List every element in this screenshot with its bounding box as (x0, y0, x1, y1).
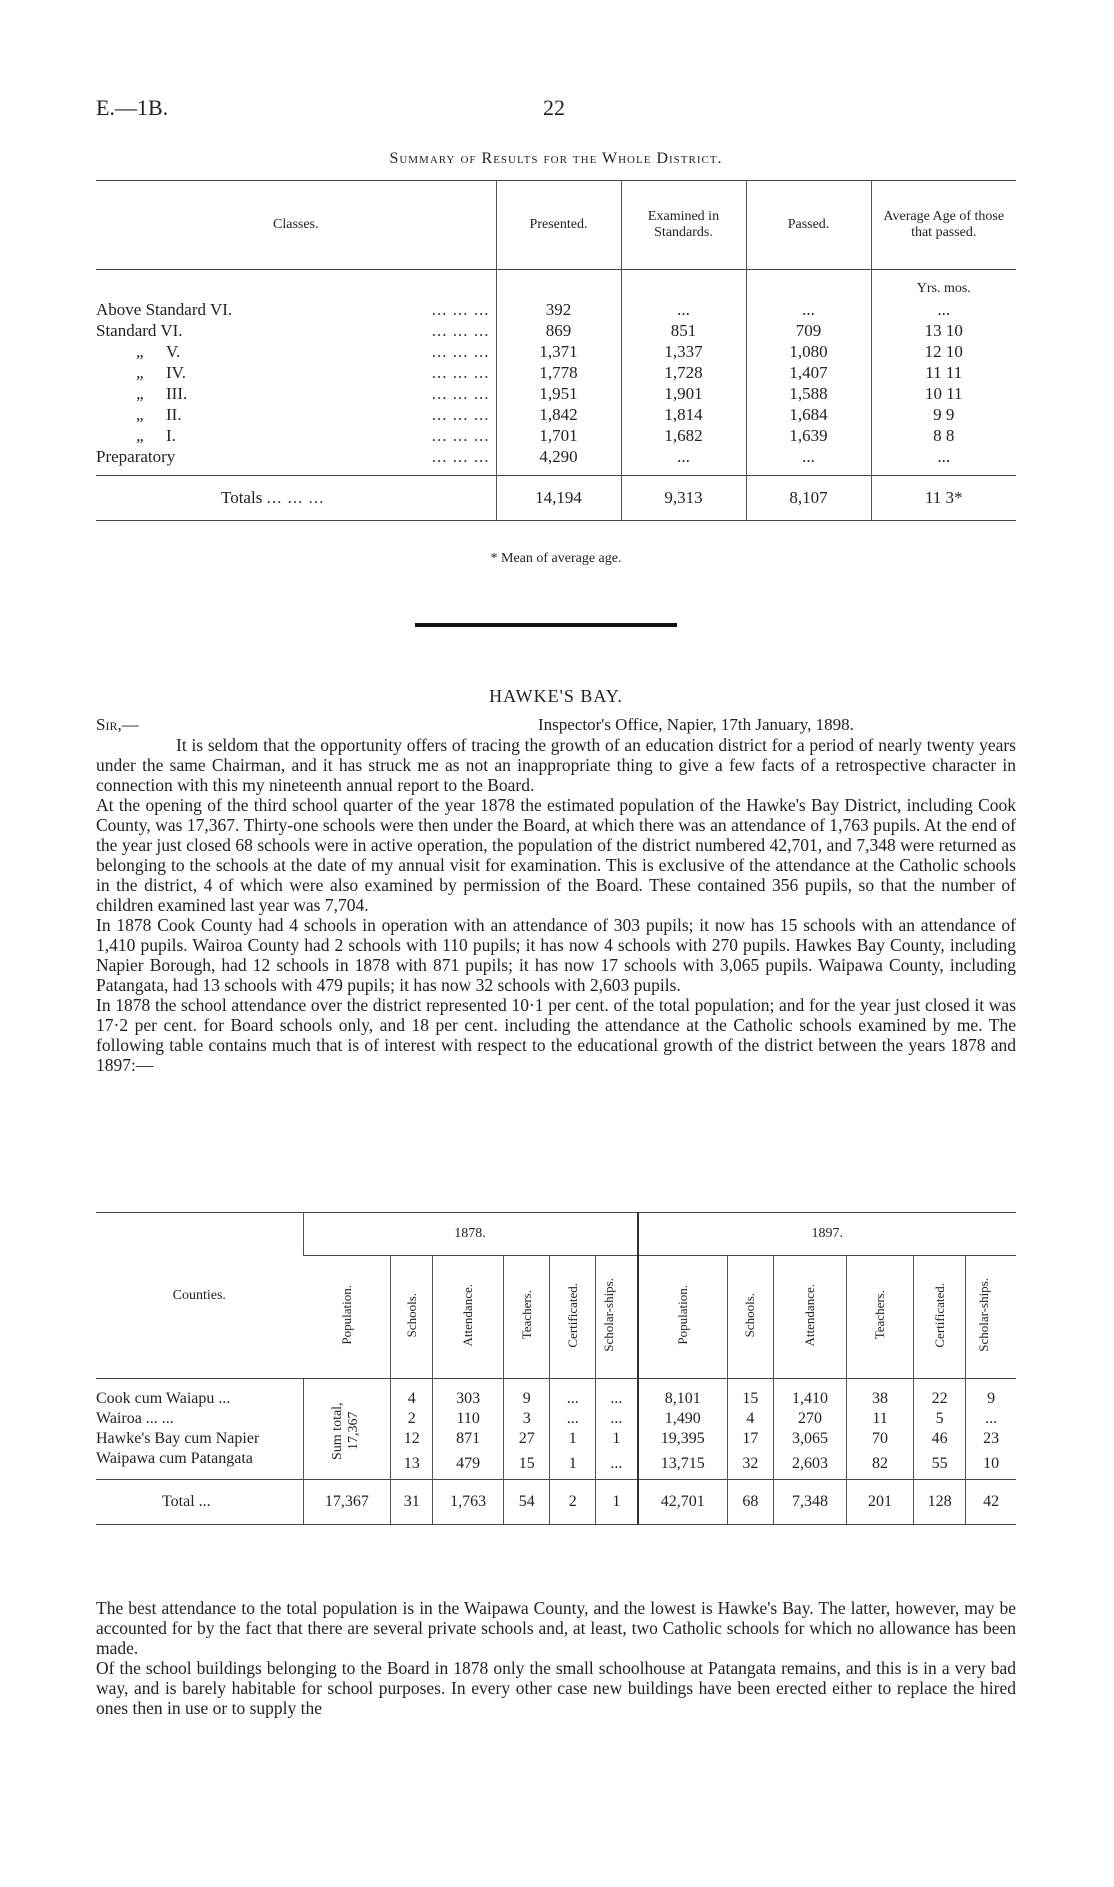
table-row: „ III. ... ... ... 1,951 1,901 1,588 10 11 (96, 383, 1016, 404)
age-units: Yrs. mos. (871, 278, 1016, 299)
salutation: Sir,— (96, 715, 139, 734)
place-date: Inspector's Office, Napier, 17th January, 1898. (538, 715, 854, 734)
section-title: HAWKE'S BAY. (489, 686, 623, 706)
table-row: „ V. ... ... ... 1,371 1,337 1,080 12 10 (96, 341, 1016, 362)
totals-label: Totals (221, 488, 263, 507)
year-1878: 1878. (303, 1213, 638, 1256)
page-header (96, 95, 1016, 125)
page-number: 22 (543, 95, 565, 120)
sum-total-note: Sum total, 17,367 (303, 1379, 391, 1480)
table-row: Above Standard VI. ... ... ... 392 ... ... ... (96, 299, 1016, 320)
col-teachers: Teachers. (518, 1290, 534, 1340)
col-counties: Counties. (96, 1213, 303, 1379)
row-label: Standard VI. (96, 321, 183, 340)
col-attendance: Attendance. (802, 1283, 817, 1347)
table-row: Standard VI. ... ... ... 869 851 709 13 10 (96, 320, 1016, 341)
table-row: Wairoa ... ... 2 110 3 ... ... 1,490 4 270 11 5 ... (96, 1409, 1016, 1429)
paragraph: Of the school buildings belonging to the Board in 1878 only the small schoolhouse at Patangata remains, and this is in a very bad way, and is barely habitable for school purposes. In every other case new buildings have been erected either to replace the hired ones then in use or to supply the (96, 1658, 1016, 1718)
summary-title: Summary of Results for the Whole District. (389, 150, 723, 167)
col-schools: Schools. (742, 1292, 758, 1338)
table-row: „ I. ... ... ... 1,701 1,682 1,639 8 8 (96, 425, 1016, 446)
col-teachers: Teachers. (872, 1290, 888, 1340)
table-row: Preparatory ... ... ... 4,290 ... ... ... (96, 446, 1016, 467)
col-certificated: Certificated. (564, 1282, 580, 1348)
year-1897: 1897. (638, 1213, 1016, 1256)
row-label: II. (166, 405, 182, 424)
col-average-age: Average Age of those that passed. (871, 181, 1016, 270)
row-label: Preparatory (96, 447, 176, 466)
totals-row: Total ... 17,367 31 1,763 54 2 1 42,701 68 7,348 201 128 42 (96, 1480, 1016, 1525)
col-passed: Passed. (746, 181, 871, 270)
row-label: III. (166, 384, 188, 403)
row-label: Above Standard VI. (96, 300, 233, 319)
col-schools: Schools. (403, 1292, 419, 1338)
row-label: IV. (166, 363, 186, 382)
document-reference: E.—1B. (96, 95, 169, 120)
summary-table (96, 180, 1016, 521)
paragraph: At the opening of the third school quarter of the year 1878 the estimated population of the Hawke's Bay District, including Cook County, was 17,367. Thirty-one schools were then under the Board, at which there was an attendance of 1,763 pupils. At the end of the year just closed 68 schools were in active operation, the population of the district numbered 42,701, and 7,348 were returned as belonging to the schools at the date of my annual visit for examination. This is exclusive of the attendance at the Catholic schools in the district, 4 of which were also examined by permission of the Board. These contained 356 pupils, so that the number of children examined last year was 7,704. (96, 795, 1016, 915)
footnote: * Mean of average age. (490, 551, 622, 566)
col-population: Population. (674, 1285, 690, 1345)
table-row: Hawke's Bay cum Napier 12 871 27 1 1 19,395 17 3,065 70 46 23 (96, 1429, 1016, 1449)
paragraph: It is seldom that the opportunity offers of tracing the growth of an education district for a period of nearly twenty years under the same Chairman, and it has struck me as not an inappropriate thing to give a few facts of a retrospective character in connection with this my nineteenth annual report to the Board. (96, 735, 1016, 795)
report-body-continued (96, 1598, 1016, 1718)
paragraph: The best attendance to the total population is in the Waipawa County, and the lowest is Hawke's Bay. The latter, however, may be accounted for by the fact that there are several private schools and, at least, two Catholic schools for which no allowance has been made. (96, 1598, 1016, 1658)
counties-table (96, 1212, 1016, 1525)
col-attendance: Attendance. (460, 1283, 476, 1347)
paragraph: In 1878 Cook County had 4 schools in operation with an attendance of 303 pupils; it now has 15 schools with an attendance of 1,410 pupils. Wairoa County had 2 schools with 110 pupils; it has now 4 schools with 270 pupils. Hawkes Bay County, including Napier Borough, had 12 schools in 1878 with 871 pupils; it has now 17 schools with 3,065 pupils. Waipawa County, including Patangata, had 13 schools with 479 pupils; it has now 32 schools with 2,603 pupils. (96, 915, 1016, 995)
table-row: Cook cum Waiapu ... Sum total, 17,367 4 303 9 ... ... 8,101 15 1,410 38 22 9 (96, 1379, 1016, 1410)
table-row: „ II. ... ... ... 1,842 1,814 1,684 9 9 (96, 404, 1016, 425)
col-classes: Classes. (96, 181, 496, 270)
row-label: V. (166, 342, 181, 361)
section-divider (415, 623, 677, 627)
col-population: Population. (338, 1285, 354, 1345)
col-scholarships: Scholar-ships. (976, 1278, 992, 1352)
col-presented: Presented. (496, 181, 621, 270)
paragraph: In 1878 the school attendance over the district represented 10·1 per cent. of the total population; and for the year just closed it was 17·2 per cent. for Board schools only, and 18 per cent. including the attendance at the Catholic schools examined by me. The following table contains much that is of interest with respect to the educational growth of the district between the years 1878 and 1897:— (96, 995, 1016, 1075)
col-certificated: Certificated. (931, 1282, 947, 1348)
report-body (96, 735, 1016, 1075)
totals-row: Totals ... ... ... 14,194 9,313 8,107 11 3* (96, 476, 1016, 521)
table-row: Waipawa cum Patangata 13 479 15 1 ... 13,715 32 2,603 82 55 10 (96, 1449, 1016, 1480)
col-scholarships: Scholar-ships. (601, 1278, 617, 1352)
row-label: I. (166, 426, 176, 445)
col-examined: Examined in Standards. (621, 181, 746, 270)
table-row: „ IV. ... ... ... 1,778 1,728 1,407 11 11 (96, 362, 1016, 383)
